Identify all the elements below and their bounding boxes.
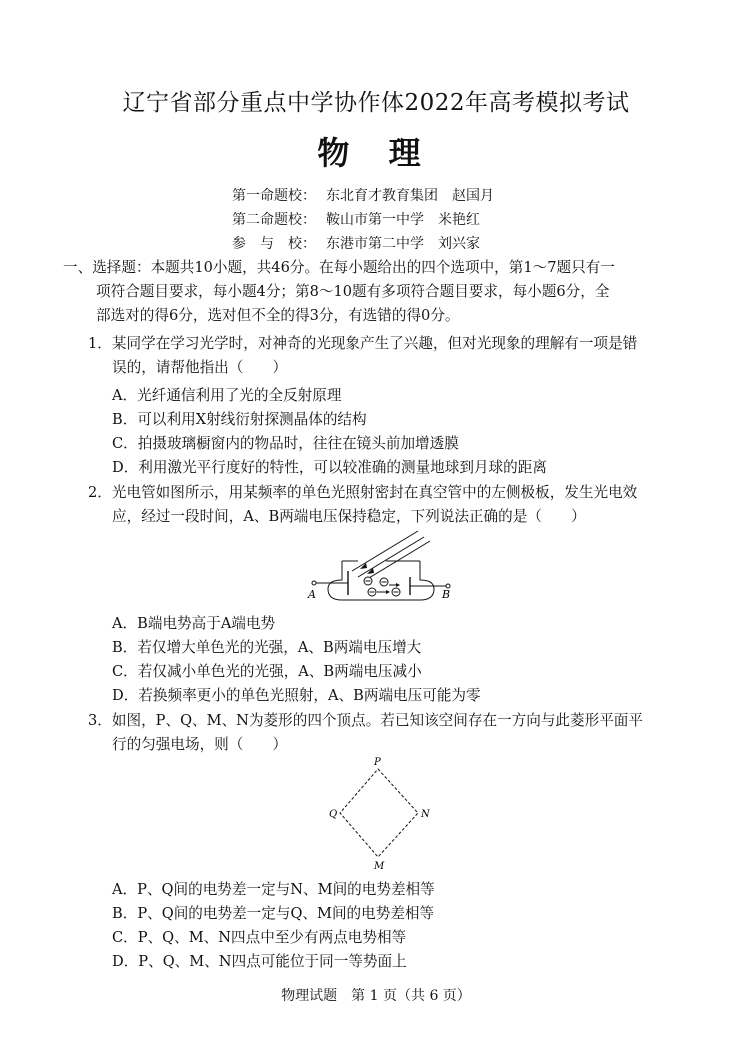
label-b: B: [442, 588, 451, 601]
light-ray: [358, 537, 424, 577]
section-heading-line-3: 部选对的得6分，选对但不全的得3分，有选错的得0分。: [96, 307, 460, 324]
q1-stem-line-2: 误的，请帮他指出（ ）: [112, 359, 288, 376]
page-title: 辽宁省部分重点中学协作体2022年高考模拟考试: [122, 90, 630, 116]
vertex-p-label: P: [374, 757, 381, 768]
vertex-q-label: Q: [329, 809, 338, 820]
rhombus-pqmn: [340, 769, 418, 857]
q1-option-b: B．可以利用X射线衍射探测晶体的结构: [112, 411, 367, 428]
credit-role: 第一命题校：: [232, 188, 316, 204]
credit-role: 第二命题校：: [232, 212, 316, 228]
q2-option-b: B．若仅增大单色光的光强，A、B两端电压增大: [112, 639, 422, 656]
q2-option-d: D．若换频率更小的单色光照射，A、B两端电压可能为零: [112, 687, 481, 704]
q1-option-a: A．光纤通信利用了光的全反射原理: [112, 387, 342, 404]
q2-stem-line-2: 应，经过一段时间，A、B两端电压保持稳定，下列说法正确的是（ ）: [112, 508, 586, 525]
q3-stem-line-1: 3．如图，P、Q、M、N为菱形的四个顶点。若已知该空间存在一方向与此菱形平面平: [88, 712, 643, 729]
q2-stem-line-1: 2．光电管如图所示，用某频率的单色光照射密封在真空管中的左侧极板，发生光电效: [88, 484, 638, 501]
vertex-m-label: M: [374, 861, 385, 872]
vertex-n-label: N: [421, 809, 430, 820]
q3-option-c: C．P、Q、M、N四点中至少有两点电势相等: [112, 929, 407, 946]
arrow-icon: [396, 583, 400, 587]
rhombus-figure: [320, 755, 440, 875]
credit-line-2: [232, 209, 480, 229]
subject-title: 物 理: [317, 134, 435, 172]
q3-option-d: D．P、Q、M、N四点可能位于同一等势面上: [112, 953, 407, 970]
section-heading-line-1: 一、选择题：本题共10小题，共46分。在每小题给出的四个选项中，第1～7题只有一: [63, 259, 615, 276]
q3-option-b: B．P、Q间的电势差一定与Q、M间的电势差相等: [112, 905, 435, 922]
credit-line-3: [232, 233, 480, 253]
q1-stem-line-1: 1．某同学在学习光学时，对神奇的光现象产生了兴趣，但对光现象的理解有一项是错: [88, 335, 638, 352]
phototube-figure: [300, 525, 460, 605]
arrow-icon: [386, 590, 390, 594]
q2-option-c: C．若仅减小单色光的光强，A、B两端电压减小: [112, 663, 422, 680]
q1-option-c: C．拍摄玻璃橱窗内的物品时，往往在镜头前加增透膜: [112, 435, 459, 452]
light-ray: [352, 531, 418, 571]
credit-who: 鞍山市第一中学 米艳红: [326, 212, 480, 228]
credit-role: 参 与 校：: [232, 236, 316, 252]
credit-line-1: [232, 185, 494, 205]
q3-stem-line-2: 行的匀强电场，则（ ）: [112, 736, 288, 753]
credit-who: 东港市第二中学 刘兴家: [326, 236, 480, 252]
credit-who: 东北育才教育集团 赵国月: [326, 188, 494, 204]
page-footer: 物理试题 第 1 页（共 6 页）: [281, 988, 471, 1004]
terminal-a: [312, 581, 316, 585]
q1-option-d: D．利用激光平行度好的特性，可以较准确的测量地球到月球的距离: [112, 459, 547, 476]
section-heading-line-2: 项符合题目要求，每小题4分；第8～10题有多项符合题目要求，每小题6分，全: [96, 283, 610, 300]
q2-option-a: A．B端电势高于A端电势: [112, 615, 276, 632]
label-a: A: [308, 588, 316, 601]
q3-option-a: A．P、Q间的电势差一定与N、M间的电势差相等: [112, 881, 435, 898]
